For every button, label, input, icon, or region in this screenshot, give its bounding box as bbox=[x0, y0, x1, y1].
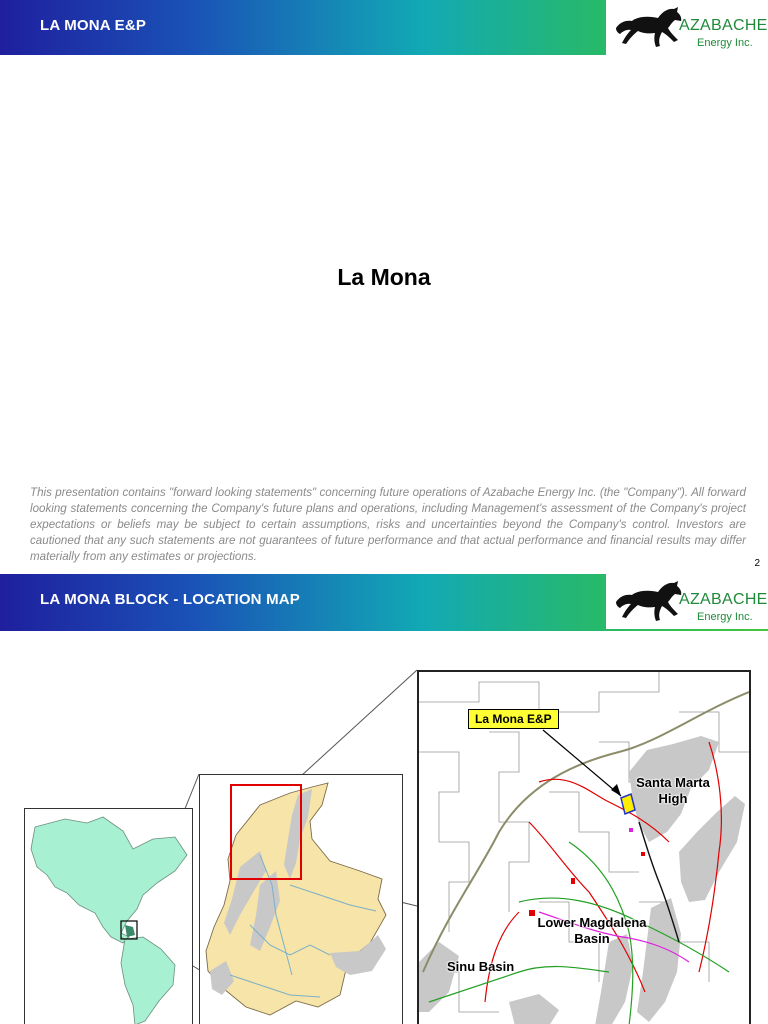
horse-logo-icon bbox=[612, 4, 684, 50]
header-title: LA MONA E&P bbox=[40, 17, 147, 34]
colombia-map bbox=[199, 774, 403, 1024]
logo-name: AZABACHE bbox=[679, 17, 768, 34]
sinu-basin-label: Sinu Basin bbox=[447, 959, 515, 974]
logo-name: AZABACHE bbox=[679, 591, 768, 608]
logo-subtitle: Energy Inc. bbox=[697, 37, 753, 49]
basin-detail-map bbox=[417, 670, 751, 1024]
disclaimer-text: This presentation contains "forward looking statements" concerning future operations of Azabache Energy Inc. (the "Company"). All forward looking statements concerning the Company's future plans and operations, including Management's assessment of the Company's project expectations or beliefs may be subject to certain assumptions, risks and uncertainties beyond the Company's control. Investors are cautioned that any such statements are not guarantees of future performance and that actual performance and financial results may differ materially from any estimates or projections. bbox=[30, 486, 746, 563]
santa-marta-label: Santa Marta High bbox=[636, 775, 710, 806]
company-logo bbox=[606, 0, 768, 55]
la-mona-callout: La Mona E&P bbox=[468, 709, 559, 729]
americas-map bbox=[24, 808, 193, 1024]
header-bar bbox=[0, 0, 768, 55]
page-number: 2 bbox=[754, 558, 760, 569]
lower-magdalena-label: Lower Magdalena Basin bbox=[537, 915, 647, 946]
logo-subtitle: Energy Inc. bbox=[697, 611, 753, 623]
slide-2 bbox=[0, 574, 768, 1024]
header-title: LA MONA BLOCK - LOCATION MAP bbox=[40, 591, 301, 608]
slide-title: La Mona bbox=[337, 264, 431, 290]
